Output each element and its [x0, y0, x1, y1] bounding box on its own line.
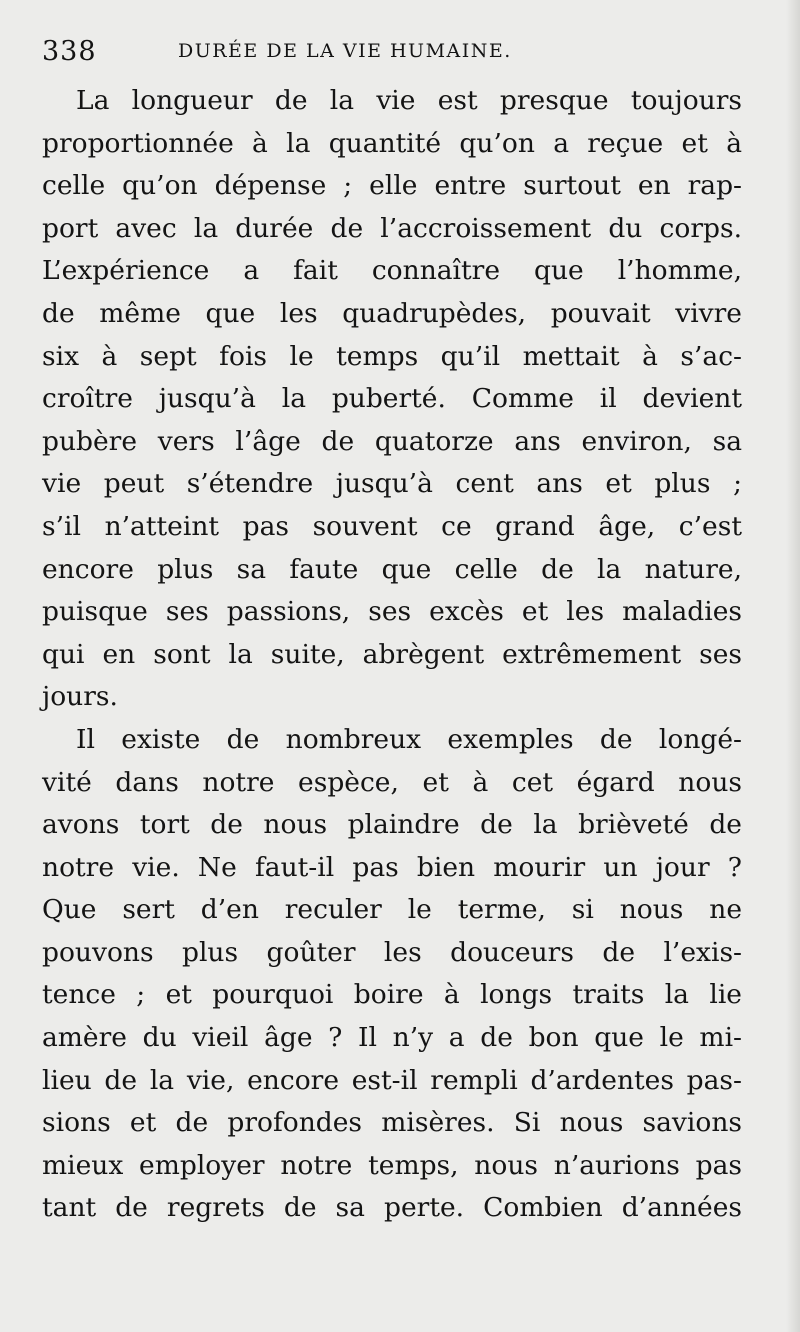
text-line: celle qu’on dépense ; elle entre surtout en rap-	[42, 170, 742, 202]
paragraph-2	[42, 719, 742, 1230]
text-line: proportionnée à la quantité qu’on a reçue et à	[42, 127, 742, 159]
text-line: port avec la durée de l’accroissement du corps.	[42, 212, 742, 244]
text-line: qui en sont la suite, abrègent extrêmement ses	[42, 638, 742, 670]
text-line: croître jusqu’à la puberté. Comme il devient	[42, 383, 742, 415]
text-line: encore plus sa faute que celle de la nature,	[42, 553, 742, 585]
running-title: DURÉE DE LA VIE HUMAINE.	[178, 40, 512, 62]
text-line: six à sept fois le temps qu’il mettait à s’ac-	[42, 340, 742, 372]
text-line: puisque ses passions, ses excès et les maladies	[42, 596, 742, 628]
running-head	[42, 30, 742, 70]
body-text	[42, 80, 742, 1230]
text-line: Il existe de nombreux exemples de longé-	[76, 723, 742, 755]
text-line: s’il n’atteint pas souvent ce grand âge, c’est	[42, 510, 742, 542]
text-line: La longueur de la vie est presque toujours	[76, 85, 742, 116]
text-line: L’expérience a fait connaître que l’homme,	[42, 255, 742, 287]
text-line: pouvons plus goûter les douceurs de l’exis-	[42, 936, 742, 968]
text-line: tence ; et pourquoi boire à longs traits la lie	[42, 979, 742, 1011]
paragraph-1	[42, 80, 742, 719]
page-edge-shadow	[786, 0, 800, 1332]
text-line: amère du vieil âge ? Il n’y a de bon que le mi-	[42, 1022, 742, 1054]
text-line: pubère vers l’âge de quatorze ans environ, sa	[42, 425, 742, 457]
text-line: notre vie. Ne faut-il pas bien mourir un jour ?	[42, 851, 742, 883]
text-line: avons tort de nous plaindre de la brièveté de	[42, 809, 742, 841]
text-line: sions et de profondes misères. Si nous savions	[42, 1107, 742, 1139]
text-line: lieu de la vie, encore est-il rempli d’ardentes pas-	[42, 1064, 742, 1096]
text-line: Que sert d’en reculer le terme, si nous ne	[42, 894, 742, 926]
text-line: jours.	[42, 681, 118, 713]
text-line: mieux employer notre temps, nous n’aurions pas	[42, 1149, 742, 1181]
text-line: de même que les quadrupèdes, pouvait vivre	[42, 297, 742, 329]
text-line: vité dans notre espèce, et à cet égard nous	[42, 766, 742, 798]
text-line: tant de regrets de sa perte. Combien d’années	[42, 1192, 742, 1224]
page-number: 338	[42, 36, 97, 67]
text-line: vie peut s’étendre jusqu’à cent ans et plus ;	[42, 468, 742, 500]
